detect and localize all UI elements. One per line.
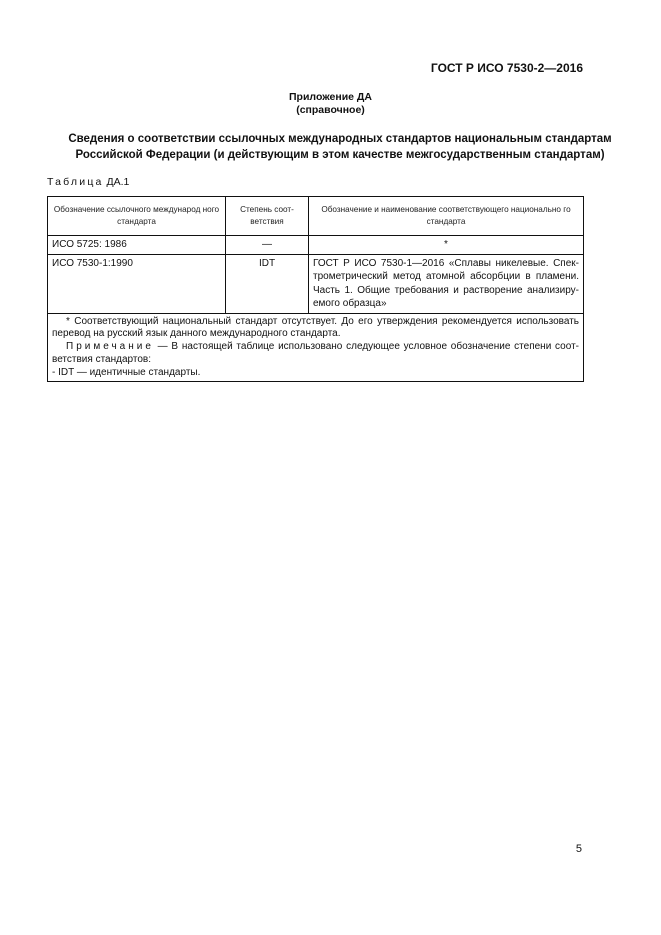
header-degree-of-correspondence: Степень соот- ветствия	[226, 197, 309, 236]
table-caption	[47, 176, 129, 188]
annex-title-line-2: Российской Федерации (и действующим в этом качестве межгосударственным стандартам)	[75, 149, 605, 161]
table-row	[48, 236, 584, 255]
page-number: 5	[575, 843, 582, 855]
note-text: — В настоящей таблице использовано следующее условное обозначение степени соот- ветствия стандартов:	[52, 341, 579, 365]
header-reference-standard: Обозначение ссылочного международ ного стандарта	[48, 197, 226, 236]
note-item: - IDT — идентичные стандарты.	[52, 366, 201, 378]
table-note	[52, 341, 579, 367]
table-header-row	[48, 197, 584, 236]
annex-title-line-1: Сведения о соответствии ссылочных международных стандартов национальным стандартам	[68, 133, 612, 145]
table-row	[48, 254, 584, 313]
cell-national: ГОСТ Р ИСО 7530-1—2016 «Сплавы никелевые. Спек- трометрический метод атомной абсорбции в пламени. Часть 1. Общие требования и растворение анализиру- емого образца»	[309, 254, 584, 313]
cell-degree: IDT	[226, 254, 309, 313]
header-national-standard: Обозначение и наименование соответствующего национально го стандарта	[309, 197, 584, 236]
table-footnote: * Соответствующий национальный стандарт отсутствует. До его утверждения рекомендуется использовать перевод на русский язык данного международного стандарта.	[52, 315, 579, 340]
table-caption-word: Таблица	[47, 176, 104, 188]
annex-heading	[0, 91, 661, 117]
cell-reference: ИСО 7530-1:1990	[48, 254, 226, 313]
table-notes	[48, 313, 584, 382]
annex-label: Приложение ДА	[289, 91, 372, 103]
annex-title	[60, 131, 620, 163]
cell-reference: ИСО 5725: 1986	[48, 236, 226, 255]
cell-degree: —	[226, 236, 309, 255]
document-code: ГОСТ Р ИСО 7530-2—2016	[430, 61, 583, 75]
correspondence-table	[47, 196, 584, 382]
cell-national: *	[309, 236, 584, 255]
table-notes-row	[48, 313, 584, 382]
table-caption-number: ДА.1	[106, 176, 130, 188]
note-label: Примечание	[66, 341, 154, 353]
annex-kind: (справочное)	[296, 104, 365, 116]
